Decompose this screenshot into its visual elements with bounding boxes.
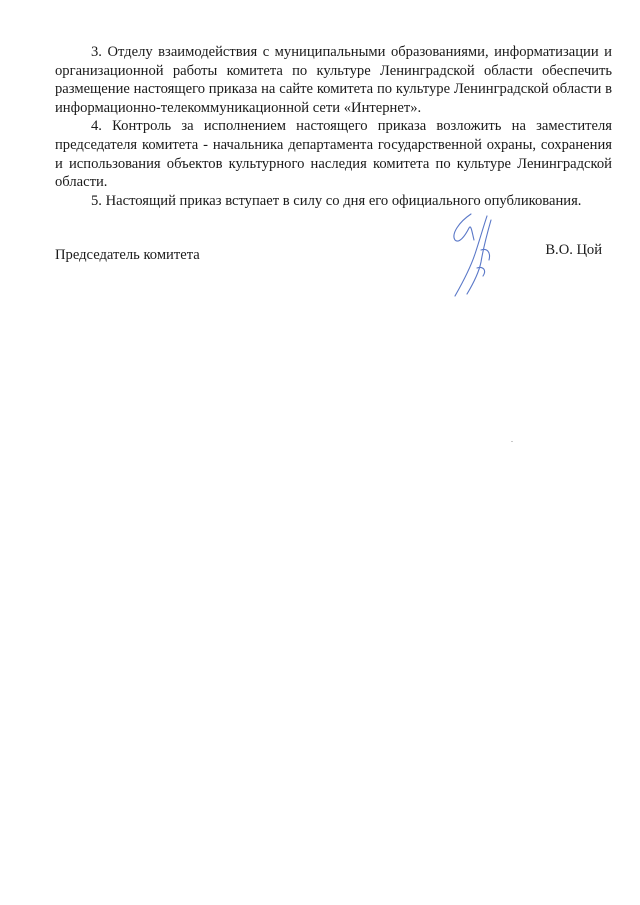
paragraph-text: Контроль за исполнением настоящего приказа возложить на заместителя председателя комитета - начальника департамента государственной охраны, сохранения и использования объектов культурного наследия комитета по культуре Ленинградской области.	[55, 118, 612, 191]
scan-speck	[511, 441, 513, 442]
paragraph-text: Настоящий приказ вступает в силу со дня его официального опубликования.	[105, 192, 582, 209]
paragraph-text: Отделу взаимодействия с муниципальными образованиями, информатизации и организационной работы комитета по культуре Ленинградской области обеспечить размещение настоящего приказа на сайте комитета по культуре Ленинградской области в информационно-телекоммуникационной сети «Интернет».	[55, 44, 612, 116]
paragraph-4	[55, 117, 612, 191]
paragraph-3	[55, 43, 612, 117]
paragraph-number: 5.	[91, 192, 102, 209]
signatory-name: В.О. Цой	[545, 242, 602, 258]
signature-block	[55, 240, 612, 310]
document-body	[55, 43, 612, 210]
handwritten-signature	[433, 210, 523, 302]
paragraph-5	[55, 192, 612, 211]
signatory-role: Председатель комитета	[55, 247, 200, 263]
paragraph-number: 3.	[91, 44, 102, 60]
paragraph-number: 4.	[91, 118, 102, 135]
